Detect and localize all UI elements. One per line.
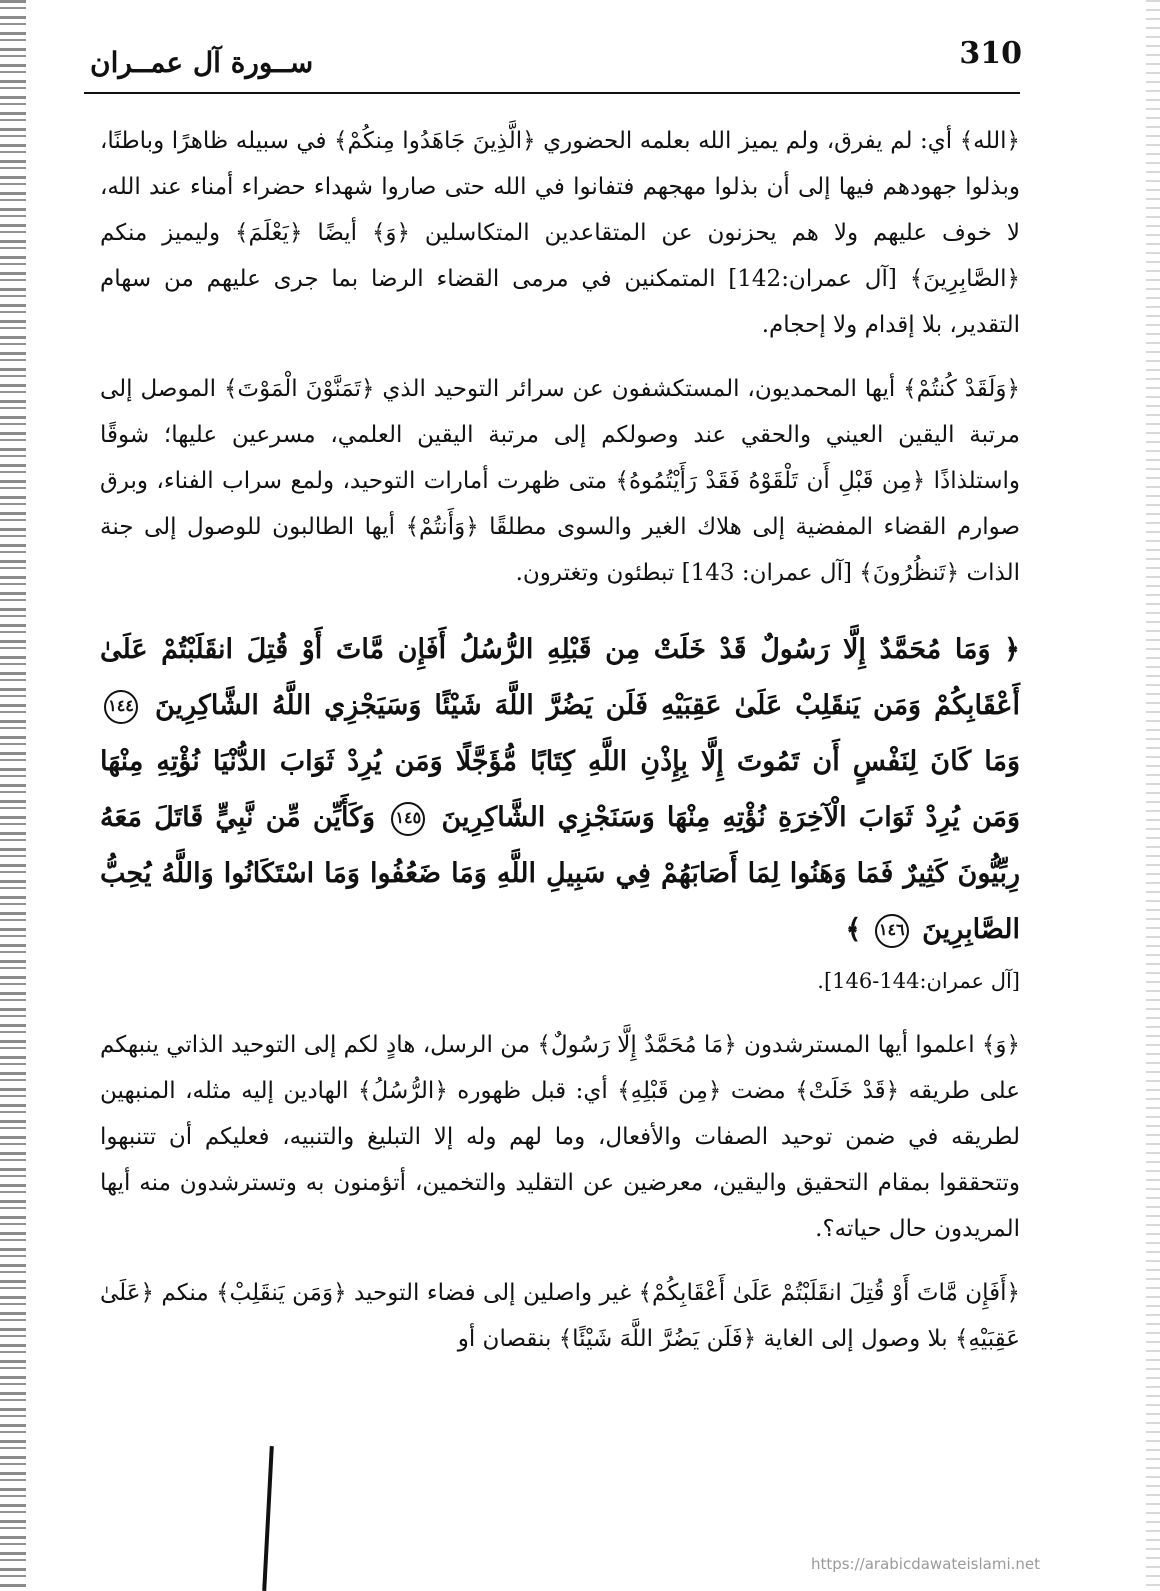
scan-left-edge: [0, 0, 26, 1591]
ayah-number-marker: ١٤٥: [391, 802, 425, 836]
scan-right-edge: [1146, 0, 1160, 1591]
ayah-number-marker: ١٤٤: [104, 690, 138, 724]
verse-text: ﴿ وَمَا مُحَمَّدٌ إِلَّا رَسُولٌ قَدْ خَلَتْ مِن قَبْلِهِ الرُّسُلُ أَفَإِن مَّاتَ أَوْ قُتِلَ انقَلَبْتُمْ عَلَىٰ أَعْقَابِكُمْ وَمَن يَنقَلِبْ عَلَىٰ عَقِبَيْهِ فَلَن يَضُرَّ اللَّهَ شَيْئًا وَسَيَجْزِي اللَّهُ الشَّاكِرِينَ: [100, 634, 1020, 721]
verse-reference: [آل عمران:144-146].: [817, 969, 1020, 993]
watermark-url: https://arabicdawateislami.net: [810, 1555, 1040, 1573]
page-body: [100, 118, 1020, 1380]
surah-title: ســورة آل عمــران: [90, 46, 314, 79]
verse-text: وَمَا كَانَ لِنَفْسٍ أَن تَمُوتَ إِلَّا بِإِذْنِ اللَّهِ كِتَابًا مُّؤَجَّلًا وَمَن يُرِدْ ثَوَابَ الدُّنْيَا نُؤْتِهِ مِنْهَا وَمَن يُرِدْ ثَوَابَ الْآخِرَةِ نُؤْتِهِ مِنْهَا وَسَنَجْزِي الشَّاكِرِينَ: [100, 746, 1020, 833]
commentary-paragraph: ﴿الله﴾ أي: لم يفرق، ولم يميز الله بعلمه الحضوري ﴿الَّذِينَ جَاهَدُوا مِنكُمْ﴾ في سبيله ظاهرًا وباطنًا، وبذلوا جهودهم فيها إلى أن بذلوا مهجهم فتفانوا في الله حتى صاروا شهداء حضراء أمناء عند الله، لا خوف عليهم ولا هم يحزنون عن المتقاعدين المتكاسلين ﴿وَ﴾ أيضًا ﴿يَعْلَمَ﴾ وليميز منكم ﴿الصَّابِرِينَ﴾ [آل عمران:142] المتمكنين في مرمى القضاء الرضا بما جرى عليهم من سهام التقدير، بلا إقدام ولا إحجام.: [100, 128, 1020, 338]
page-header: [84, 30, 1020, 94]
ayah-number-marker: ١٤٦: [875, 914, 909, 948]
commentary-paragraph: ﴿أَفَإِن مَّاتَ أَوْ قُتِلَ انقَلَبْتُمْ عَلَىٰ أَعْقَابِكُمْ﴾ غير واصلين إلى فضاء التوحيد ﴿وَمَن يَنقَلِبْ﴾ منكم ﴿عَلَىٰ عَقِبَيْهِ﴾ بلا وصول إلى الغاية ﴿فَلَن يَضُرَّ اللَّهَ شَيْئًا﴾ بنقصان أو: [100, 1280, 1020, 1352]
quran-verse-block: [100, 622, 1020, 958]
commentary-paragraph: ﴿وَ﴾ اعلموا أيها المسترشدون ﴿مَا مُحَمَّدٌ إِلَّا رَسُولٌ﴾ من الرسل، هادٍ لكم إلى التوحيد الذاتي ينبهكم على طريقه ﴿قَدْ خَلَتْ﴾ مضت ﴿مِن قَبْلِهِ﴾ أي: قبل ظهوره ﴿الرُّسُلُ﴾ الهادين إليه مثله، المنبهين لطريقه في ضمن توحيد الصفات والأفعال، وما لهم وله إلا التبليغ والتنبيه، فعليكم أن تتنبهوا وتتحققوا بمقام التحقيق واليقين، معرضين عن التقليد والتخمين، أتؤمنون به وتسترشدون منه أيها المريدون حال حياته؟.: [100, 1032, 1020, 1242]
handwritten-margin-line: [262, 1446, 274, 1591]
verse-closing-bracket: ﴾: [845, 914, 862, 945]
verse-text: وَكَأَيِّن مِّن نَّبِيٍّ قَاتَلَ مَعَهُ رِبِّيُّونَ كَثِيرٌ فَمَا وَهَنُوا لِمَا أَصَابَهُمْ فِي سَبِيلِ اللَّهِ وَمَا ضَعُفُوا وَمَا اسْتَكَانُوا وَاللَّهُ يُحِبُّ الصَّابِرِينَ: [100, 802, 1021, 945]
commentary-paragraph: ﴿وَلَقَدْ كُنتُمْ﴾ أيها المحمديون، المستكشفون عن سرائر التوحيد الذي ﴿تَمَنَّوْنَ الْمَوْتَ﴾ الموصل إلى مرتبة اليقين العيني والحقي عند وصولكم إلى مرتبة اليقين العلمي، مسرعين عليها؛ شوقًا واستلذاذًا ﴿مِن قَبْلِ أَن تَلْقَوْهُ فَقَدْ رَأَيْتُمُوهُ﴾ متى ظهرت أمارات التوحيد، ولمع سراب الفناء، وبرق صوارم القضاء المفضية إلى هلاك الغير والسوى مطلقًا ﴿وَأَنتُمْ﴾ أيها الطالبون للوصول إلى جنة الذات ﴿تَنظُرُونَ﴾ [آل عمران: 143] تبطئون وتغترون.: [100, 376, 1020, 586]
page-number: 310: [959, 36, 1022, 71]
